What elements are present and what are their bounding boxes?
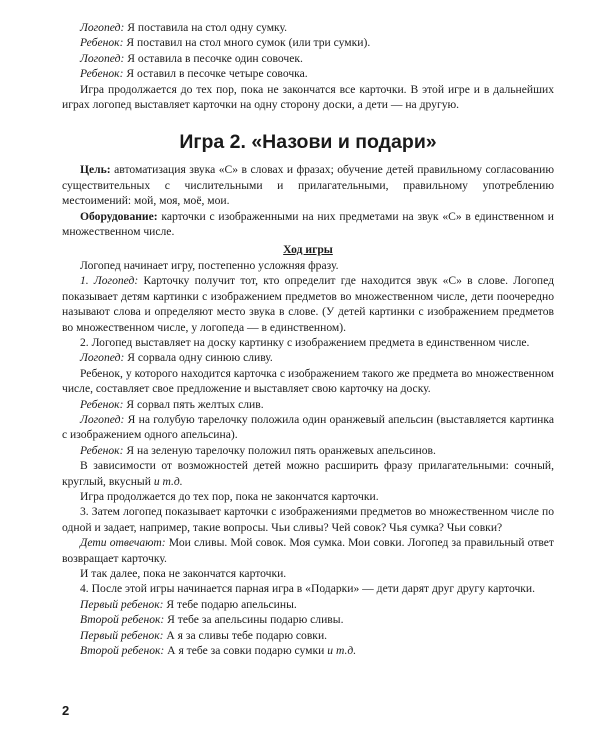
dialogue-line: Логопед: Я поставила на стол одну сумку. xyxy=(80,21,288,34)
dialogue-line: Первый ребенок: А я за сливы тебе подарю совки. xyxy=(80,628,328,642)
dialogue-line: Ребенок: Я оставил в песочке четыре совочка. xyxy=(80,67,308,81)
course-intro: Логопед начинает игру, постепенно усложняя фразу. xyxy=(80,258,339,272)
extend-paragraph: В зависимости от возможностей детей можно расширить фразу прилагательными: сочный, круглый, вкусный и т.д. xyxy=(62,459,554,488)
so-on-paragraph: И так далее, пока не закончатся карточки. xyxy=(80,567,287,580)
intro-paragraph: Игра продолжается до тех пор, пока не закончатся все карточки. В этой игре и в дальнейших играх логопед выставляет карточки на одну сторону доски, а дети — на другую. xyxy=(62,82,554,112)
equipment-paragraph: Оборудование: карточки с изображенными на них предметами на звук «С» в единственном и множественном числе. xyxy=(62,209,554,239)
continue-paragraph: Игра продолжается до тех пор, пока не закончатся карточки. xyxy=(80,489,379,503)
step-3: 3. Затем логопед показывает карточки с изображениями предметов во множественном числе по одной и задает, например, такие вопросы. Чьи сливы? Чей совок? Чья сумка? Чьи совки? xyxy=(62,505,554,534)
dialogue-line: Ребенок: Я на зеленую тарелочку положил пять оранжевых апельсинов. xyxy=(80,443,436,457)
dialogue-line: Логопед: Я сорвала одну синюю сливу. xyxy=(80,351,273,365)
game-title: Игра 2. «Назови и подари» xyxy=(179,131,437,154)
course-heading: Ход игры xyxy=(283,243,333,257)
dialogue-line: Второй ребенок: Я тебе за апельсины подарю сливы. xyxy=(80,613,344,627)
page-content xyxy=(62,20,554,658)
child-paragraph: Ребенок, у которого находится карточка с изображением такого же предмета во множественном числе, составляет свое предложение и выставляет свою карточку на доску. xyxy=(62,366,554,396)
kids-answer: Дети отвечают: Мои сливы. Мой совок. Моя сумка. Мои совки. Логопед за правильный ответ возвращает карточку. xyxy=(62,536,555,565)
dialogue-line: Ребенок: Я сорвал пять желтых слив. xyxy=(80,397,264,411)
step-1: 1. Логопед: Карточку получит тот, кто определит где находится звук «С» в слове. Логопед показывает детям картинки с изображением предметов во множественном числе, дети поочередно называют слова и определяют место звука в слове. (У детей картинки с изображением предметов во множественном числе, у логопеда — в единственном). xyxy=(62,274,554,334)
dialogue-line: Ребенок: Я поставил на стол много сумок (или три сумки). xyxy=(80,36,371,50)
page-number: 2 xyxy=(62,703,70,718)
dialogue-line: Логопед: Я на голубую тарелочку положила один оранжевый апельсин (выставляется картинка с изображением одного апельсина). xyxy=(62,412,554,442)
dialogue-line: Первый ребенок: Я тебе подарю апельсины. xyxy=(80,597,297,611)
goal-paragraph: Цель: автоматизация звука «С» в словах и фразах; обучение детей правильному согласованию существительных с числительными и прилагательными, правильному употреблению местоимений: мой, моя, моё, мои. xyxy=(62,163,554,208)
dialogue-line: Второй ребенок: А я тебе за совки подарю сумки и т.д. xyxy=(80,644,357,658)
step-2: 2. Логопед выставляет на доску картинку с изображением предмета в единственном числе. xyxy=(80,335,530,349)
dialogue-line: Логопед: Я оставила в песочке один совочек. xyxy=(80,51,303,65)
step-4: 4. После этой игры начинается парная игра в «Подарки» — дети дарят друг другу карточки. xyxy=(80,582,536,596)
